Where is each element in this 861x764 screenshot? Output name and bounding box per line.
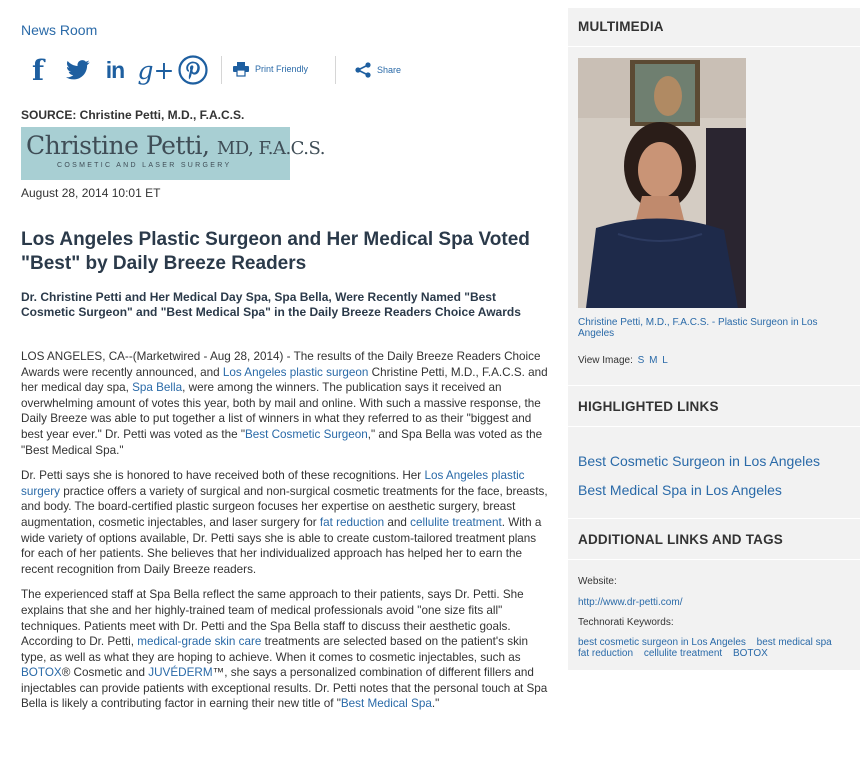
text: . With a wide variety of options available, Dr. Petti says she is able to create custom-tailored treatment plans for each of her patients. She believes that her individualized approach has helped her to earn the recent recognition from Daily Breeze readers. [21,515,542,576]
link-juvederm[interactable]: JUVÉDERM [148,666,213,680]
sidebar-divider [568,426,860,427]
link-spa-bella[interactable]: Spa Bella [132,381,183,395]
text: and [384,515,411,529]
text: ® Cosmetic and [61,666,149,680]
tag-link[interactable]: cellulite treatment [643,648,723,659]
sidebar-divider [568,385,860,386]
multimedia-heading: MULTIMEDIA [578,19,664,34]
newsroom-link[interactable]: News Room [21,22,98,38]
size-medium-link[interactable]: M [649,355,658,366]
view-image-label: View Image: [578,355,633,366]
twitter-icon[interactable] [65,54,91,86]
article-body [21,349,551,722]
printer-icon [233,62,249,76]
article-subheadline: Dr. Christine Petti and Her Medical Day Spa, Spa Bella, Were Recently Named "Best Cosmetic Surgeon" and "Best Medical Spa" in the Daily Breeze Readers Choice Awards [21,290,521,319]
text: LOS ANGELES, CA--(Marketwired - Aug 28, 2014) - The results of the Daily Breeze Readers Choice Awards were recently announced, and [21,350,541,379]
website-url-link[interactable]: http://www.dr-petti.com/ [578,597,683,608]
share-icon [355,62,371,78]
tag-link[interactable]: best cosmetic surgeon in Los Angeles [578,637,746,648]
text: The experienced staff at Spa Bella reflect the same approach to their patients, says Dr. Petti. She explains that she and her highly-trained team of medical professionals avoid "one size fits all" techniques. Patients meet with Dr. Petti and the Spa Bella staff to discuss their aesthetic goals. According to Dr. Petti, [21,588,524,649]
share-label: Share [377,65,402,75]
print-friendly-button[interactable] [233,62,308,76]
text: ." [431,697,440,711]
logo-credentials: MD, F.A.C.S. [216,138,325,159]
view-image-sizes [578,355,668,366]
body-paragraph-3 [21,587,551,712]
sidebar-divider [568,46,860,47]
text: Dr. Petti says she is honored to have received both of these recognitions. Her [21,469,425,483]
tag-list [578,637,848,659]
link-botox[interactable]: BOTOX [21,666,62,680]
sidebar [568,8,860,670]
highlighted-link-cosmetic-surgeon[interactable]: Best Cosmetic Surgeon in Los Angeles [578,453,821,469]
text: practice offers a variety of surgical and non-surgical cosmetic treatments for the face, breasts, and body. The board-certified plastic surgeon focuses her expertise on aesthetic surgery, breast augmentation, cosmetic injectables, and laser surgery for [21,484,548,529]
social-toolbar [21,54,421,88]
body-paragraph-2 [21,468,551,577]
toolbar-divider [221,56,222,84]
article-headline: Los Angeles Plastic Surgeon and Her Medical Spa Voted "Best" by Daily Breeze Readers [21,229,530,274]
source-line: SOURCE: Christine Petti, M.D., F.A.C.S. [21,108,245,122]
logo-tagline: COSMETIC AND LASER SURGERY [57,162,232,169]
text: ™, she says a personalized combination of different fillers and injectables can provide patients with exceptional results. Dr. Petti notes that the personal touch at Spa Bella is likely a contributing factor in earning their new title of " [21,666,548,711]
link-fat-reduction[interactable]: fat reduction [319,515,385,529]
highlighted-link-medical-spa[interactable]: Best Medical Spa in Los Angeles [578,482,782,498]
tag-link[interactable]: BOTOX [732,648,768,659]
text: Christine Petti, M.D., F.A.C.S. and her medical day spa, [21,365,548,395]
share-button[interactable] [355,62,401,78]
website-label: Website: [578,576,617,587]
sidebar-divider [568,559,860,560]
additional-links-heading: ADDITIONAL LINKS AND TAGS [578,532,783,547]
technorati-label: Technorati Keywords: [578,617,674,628]
text: , were among the winners. The publication says it received an overwhelming amount of votes this year, both by mail and online. With such a massive response, the Daily Breeze was able to put together a list of winners in what they referred to as their "biggest and best year ever." Dr. Petti was voted as the " [21,381,541,441]
link-best-medical-spa[interactable]: Best Medical Spa [340,697,432,711]
portrait-photo[interactable] [578,58,746,308]
size-small-link[interactable]: S [637,355,645,366]
pinterest-icon[interactable] [177,54,209,86]
photo-caption-link[interactable]: Christine Petti, M.D., F.A.C.S. - Plastic Surgeon in Los Angeles [578,317,818,339]
link-best-cosmetic-surgeon[interactable]: Best Cosmetic Surgeon [244,427,368,441]
body-paragraph-1 [21,349,551,458]
linkedin-icon[interactable]: in [105,56,125,83]
link-medical-grade-skin-care[interactable]: medical-grade skin care [137,635,262,649]
link-cellulite-treatment[interactable]: cellulite treatment [410,515,502,529]
text: ," and Spa Bella was voted as the "Best Medical Spa." [21,427,543,457]
sidebar-divider [568,518,860,519]
company-logo [21,127,325,180]
logo-name: Christine Petti, [26,131,217,160]
link-la-plastic-surgeon[interactable]: Los Angeles plastic surgeon [222,365,369,379]
size-large-link[interactable]: L [662,355,668,366]
link-la-plastic-surgery[interactable]: Los Angeles plastic surgery [21,469,525,498]
tag-link[interactable]: fat reduction [578,648,634,659]
google-plus-icon[interactable]: g+ [137,55,175,85]
print-friendly-label: Print Friendly [255,64,309,74]
text: treatments are selected based on the patient's skin type, as well as what they are hoping to achieve. When it comes to cosmetic injectables, such as [21,635,529,664]
tag-link[interactable]: best medical spa [756,637,832,648]
toolbar-divider [335,56,336,84]
facebook-icon[interactable]: f [31,53,45,87]
highlighted-links-heading: HIGHLIGHTED LINKS [578,399,719,414]
publish-date: August 28, 2014 10:01 ET [21,186,161,200]
